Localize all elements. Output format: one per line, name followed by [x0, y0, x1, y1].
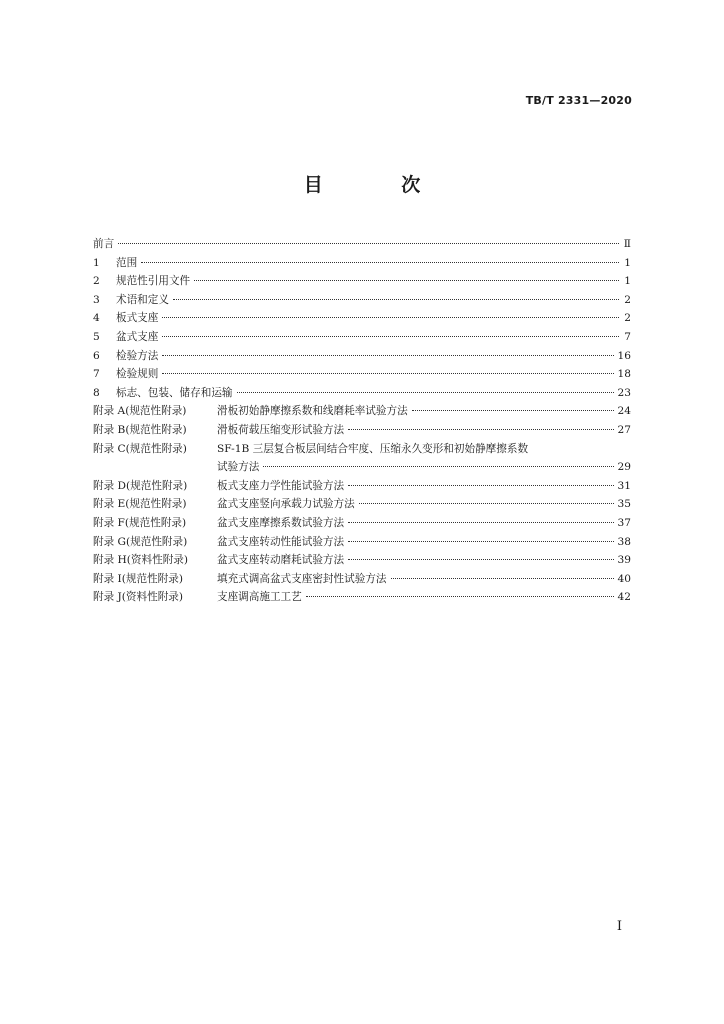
toc-entry-label: 前言: [93, 238, 115, 250]
toc-entry-page: 35: [617, 498, 631, 511]
toc-entry-label: 检验方法: [116, 349, 159, 362]
toc-entry-chapter[interactable]: [93, 365, 631, 384]
toc-entry-appendix[interactable]: [93, 533, 631, 552]
toc-entry-label: 盆式支座竖向承载力试验方法: [217, 498, 355, 511]
appendix-tag: 附录 D(规范性附录): [93, 479, 188, 492]
toc-entry-label: 检验规则: [116, 368, 159, 381]
toc-entry-page: 39: [617, 554, 631, 567]
appendix-tag: 附录 E(规范性附录): [93, 498, 187, 511]
dot-leader: [348, 483, 613, 486]
toc-entry-page: 18: [617, 368, 631, 381]
dot-leader: [118, 241, 619, 244]
toc-entry-label: 填充式调高盆式支座密封性试验方法: [217, 572, 387, 585]
toc-entry-page: 1: [624, 256, 631, 269]
toc-entry-appendix[interactable]: [93, 570, 631, 589]
dot-leader: [173, 297, 619, 300]
toc-entry-appendix[interactable]: [93, 402, 631, 421]
toc-entry-label: 板式支座力学性能试验方法: [217, 479, 345, 492]
toc-entry-page: 37: [617, 516, 631, 529]
dot-leader: [306, 594, 614, 597]
toc-entry-appendix[interactable]: [93, 477, 631, 496]
toc-entry-appendix[interactable]: [93, 495, 631, 514]
appendix-tag: 附录 C(规范性附录): [93, 442, 187, 455]
dot-leader: [348, 557, 613, 560]
dot-leader: [348, 427, 613, 430]
toc-entry-label: 滑板荷载压缩变形试验方法: [217, 423, 345, 436]
dot-leader: [162, 353, 613, 356]
toc-entry-continuation[interactable]: [93, 458, 631, 477]
appendix-tag: 附录 B(规范性附录): [93, 423, 187, 436]
dot-leader: [348, 520, 613, 523]
toc-entry-page: 23: [617, 386, 631, 399]
toc-entry-appendix[interactable]: [93, 588, 631, 607]
toc-entry-page: 2: [624, 293, 631, 306]
toc-entry-chapter[interactable]: [93, 272, 631, 291]
toc-entry-number: 7: [93, 368, 100, 381]
toc-entry-label: 支座调高施工工艺: [217, 591, 302, 604]
table-of-contents: [93, 235, 631, 607]
toc-entry-page: 42: [617, 591, 631, 604]
toc-entry-page: 31: [617, 479, 631, 492]
document-code: TB/T 2331—2020: [525, 94, 632, 107]
toc-entry-page: Ⅱ: [623, 238, 631, 250]
toc-entry-page: 1: [624, 275, 631, 288]
dot-leader: [141, 260, 619, 263]
dot-leader: [162, 371, 613, 374]
dot-leader: [162, 315, 619, 318]
toc-entry-page: 2: [624, 312, 631, 325]
toc-entry-label: SF-1B 三层复合板层间结合牢度、压缩永久变形和初始静摩擦系数: [217, 442, 529, 455]
toc-entry-page: 40: [617, 572, 631, 585]
toc-entry-label-continued: 试验方法: [217, 461, 260, 474]
appendix-tag: 附录 F(规范性附录): [93, 516, 187, 529]
toc-entry-appendix[interactable]: [93, 440, 631, 459]
toc-entry-number: 8: [93, 386, 100, 399]
dot-leader: [237, 390, 614, 393]
toc-entry-label: 术语和定义: [116, 293, 169, 306]
dot-leader: [194, 278, 619, 281]
page-number: I: [616, 919, 622, 934]
toc-entry-label: 板式支座: [116, 312, 159, 325]
appendix-tag: 附录 J(资料性附录): [93, 591, 184, 604]
toc-entry-number: 4: [93, 312, 100, 325]
toc-entry-appendix[interactable]: [93, 551, 631, 570]
toc-entry-number: 6: [93, 349, 100, 362]
toc-entry-page: 16: [617, 349, 631, 362]
appendix-tag: 附录 G(规范性附录): [93, 535, 188, 548]
toc-entry-label: 标志、包装、储存和运输: [116, 386, 233, 399]
toc-entry-label: 范围: [116, 256, 138, 269]
toc-entry-label: 盆式支座转动磨耗试验方法: [217, 554, 345, 567]
toc-entry-chapter[interactable]: [93, 384, 631, 403]
dot-leader: [412, 408, 614, 411]
appendix-tag: 附录 H(资料性附录): [93, 554, 189, 567]
toc-entry-chapter[interactable]: [93, 254, 631, 273]
page-title: 目 次: [303, 174, 457, 196]
toc-entry-chapter[interactable]: [93, 309, 631, 328]
appendix-tag: 附录 A(规范性附录): [93, 405, 187, 418]
toc-entry-chapter[interactable]: [93, 328, 631, 347]
toc-entry-number: 3: [93, 293, 100, 306]
toc-entry-page: 7: [624, 330, 631, 343]
appendix-tag: 附录 I(规范性附录): [93, 572, 183, 585]
toc-entry-number: 1: [93, 256, 100, 269]
dot-leader: [359, 501, 614, 504]
toc-entry-label: 滑板初始静摩擦系数和线磨耗率试验方法: [217, 405, 408, 418]
toc-entry-page: 29: [617, 461, 631, 474]
toc-entry-page: 24: [617, 405, 631, 418]
toc-entry-chapter[interactable]: [93, 347, 631, 366]
toc-entry-page: 27: [617, 423, 631, 436]
toc-entry-label: 规范性引用文件: [116, 275, 191, 288]
toc-entry-number: 2: [93, 275, 100, 288]
toc-entry-page: 38: [617, 535, 631, 548]
toc-entry-appendix[interactable]: [93, 514, 631, 533]
dot-leader: [162, 334, 619, 337]
dot-leader: [348, 539, 613, 542]
toc-entry-foreword[interactable]: [93, 235, 631, 254]
toc-entry-label: 盆式支座转动性能试验方法: [217, 535, 345, 548]
toc-entry-chapter[interactable]: [93, 291, 631, 310]
toc-entry-label: 盆式支座摩擦系数试验方法: [217, 516, 345, 529]
toc-entry-appendix[interactable]: [93, 421, 631, 440]
toc-entry-label: 盆式支座: [116, 330, 159, 343]
toc-entry-number: 5: [93, 330, 100, 343]
dot-leader: [263, 464, 613, 467]
dot-leader: [391, 576, 614, 579]
